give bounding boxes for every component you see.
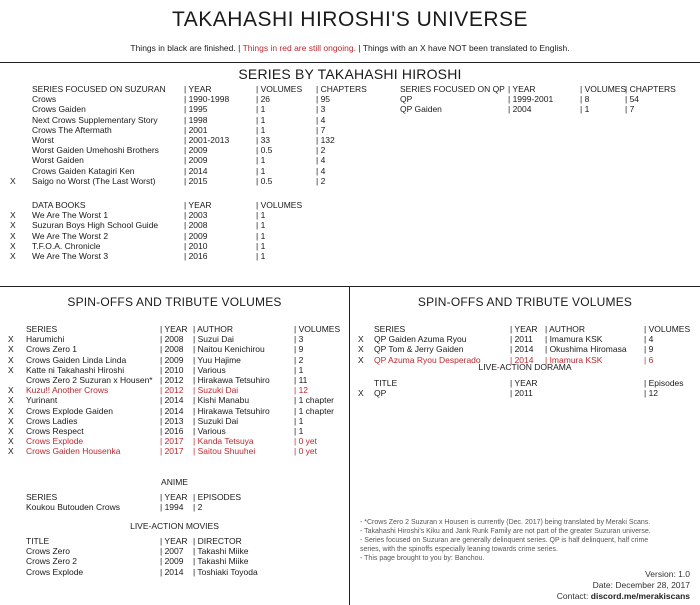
- footer-note: - Takahashi Hiroshi's Kiku and Jank Runk Family are not part of the greater Suzuran universe.: [360, 528, 651, 535]
- cell-volumes: | 1: [256, 104, 266, 115]
- cell-volumes: | 0.5: [256, 175, 273, 186]
- cell-volumes: | 11: [294, 374, 308, 385]
- cell-year: | 2003: [184, 210, 208, 221]
- col-header-chapters: | CHAPTERS: [625, 84, 676, 94]
- cell-author: | Hirakawa Tetsuhiro: [193, 374, 270, 385]
- movies-title: LIVE-ACTION MOVIES: [130, 521, 219, 531]
- cell-x: X: [10, 175, 16, 186]
- cell-author: | Yuu Hajime: [193, 354, 241, 365]
- cell-x: X: [358, 344, 364, 355]
- col-header-year: | YEAR: [160, 324, 188, 334]
- cell-volumes: | 1: [294, 364, 304, 375]
- table-row: [8, 344, 348, 354]
- col-header-year: | YEAR: [508, 84, 536, 94]
- cell-x: X: [8, 344, 14, 355]
- cell-author: | Imamura KSK: [545, 354, 603, 365]
- cell-year: | 2009: [184, 230, 208, 241]
- cell-name: Crows Explode: [26, 566, 84, 577]
- table-row: [10, 135, 370, 145]
- spinoffs-right-table: [358, 324, 698, 365]
- table-row: [8, 406, 348, 416]
- legend-finished: Things in black are finished.: [130, 43, 236, 53]
- cell-name: Harumichi: [26, 334, 65, 345]
- cell-year: | 1998: [184, 114, 208, 125]
- cell-x: X: [10, 240, 16, 251]
- cell-name: T.F.O.A. Chronicle: [32, 240, 101, 251]
- cell-x: X: [358, 388, 364, 399]
- cell-volumes: | 12: [294, 385, 309, 396]
- cell-volumes: | 4: [644, 334, 654, 345]
- cell-year: | 2017: [160, 446, 184, 457]
- cell-year: | 2009: [160, 354, 184, 365]
- cell-x: X: [8, 446, 14, 457]
- date-label: Date: December 28, 2017: [592, 580, 690, 590]
- cell-year: | 2010: [184, 240, 208, 251]
- col-header-series: SERIES: [374, 324, 406, 334]
- cell-author: | Kanda Tetsuya: [193, 436, 254, 447]
- table-row: [8, 385, 348, 395]
- cell-name: Crows Zero 2: [26, 556, 78, 567]
- divider-top: [0, 62, 700, 63]
- table-row: [10, 251, 370, 261]
- cell-year: | 2011: [510, 334, 533, 345]
- cell-name: QP Azuma Ryou Desperado: [374, 354, 481, 365]
- databooks-header-row: [10, 200, 370, 210]
- cell-chapters: | 3: [316, 104, 326, 115]
- cell-x: X: [8, 354, 14, 365]
- cell-name: Crows Explode: [26, 436, 84, 447]
- table-row: [358, 334, 698, 344]
- col-header-chapters: | CHAPTERS: [316, 84, 367, 94]
- cell-year: | 2012: [160, 374, 184, 385]
- cell-name: Koukou Butouden Crows: [26, 502, 121, 513]
- cell-name: We Are The Worst 2: [32, 230, 109, 241]
- col-header-title: TITLE: [26, 536, 50, 546]
- footer-note: - Series focused on Suzuran are generally delinquent series. QP is half delinquent, half crime: [360, 537, 649, 544]
- qp-header-row: [400, 84, 700, 94]
- cell-name: Crows Respect: [26, 425, 84, 436]
- footer-note: series, with the spinoffs especially leaning towards crime series.: [360, 546, 558, 553]
- cell-year: | 2014: [510, 344, 534, 355]
- col-header-series: SERIES: [26, 324, 58, 334]
- cell-name: We Are The Worst 1: [32, 210, 109, 221]
- cell-name: QP: [400, 94, 413, 105]
- cell-volumes: | 1: [256, 220, 266, 231]
- cell-year: | 1995: [184, 104, 208, 115]
- cell-volumes: | 1: [256, 124, 266, 135]
- table-row: [8, 375, 348, 385]
- legend-ongoing: Things in red are still ongoing.: [242, 43, 356, 53]
- cell-author: | Various: [193, 364, 226, 375]
- legend-untranslated: Things with an X have NOT been translated to English.: [362, 43, 570, 53]
- cell-year: | 1994: [160, 502, 184, 513]
- cell-volumes: | 26: [256, 94, 271, 105]
- table-row: [10, 220, 370, 230]
- cell-name: Yurinant: [26, 395, 58, 406]
- col-header-series: SERIES FOCUSED ON QP: [400, 84, 505, 94]
- col-header-episodes: | Episodes: [644, 378, 684, 388]
- cell-chapters: | 4: [316, 155, 326, 166]
- page-title: TAKAHASHI HIROSHI'S UNIVERSE: [171, 8, 529, 31]
- cell-year: | 2016: [184, 250, 208, 261]
- dorama-table: [358, 378, 698, 398]
- legend-sep: |: [358, 43, 361, 53]
- cell-volumes: | 33: [256, 134, 271, 145]
- table-row: [8, 334, 348, 344]
- table-row: [8, 355, 348, 365]
- cell-volumes: | 1: [256, 230, 266, 241]
- table-row: [8, 502, 348, 512]
- cell-x: X: [8, 364, 14, 375]
- color-legend: [0, 43, 700, 53]
- cell-name: We Are The Worst 3: [32, 250, 109, 261]
- table-row: [10, 176, 370, 186]
- cell-year: | 2004: [508, 104, 532, 115]
- cell-volumes: | 1: [580, 104, 590, 115]
- cell-name: Crows Zero: [26, 546, 70, 557]
- spinoffs-left-table: [8, 324, 348, 456]
- cell-name: Crows Zero 2 Suzuran x Housen*: [26, 374, 153, 385]
- col-header-year: | YEAR: [510, 378, 538, 388]
- cell-volumes: | 1: [256, 210, 266, 221]
- cell-name: Crows Gaiden Housenka: [26, 446, 121, 457]
- cell-volumes: | 9: [644, 344, 654, 355]
- table-row: [8, 556, 348, 566]
- version-label: Version: 1.0: [645, 569, 690, 579]
- cell-year: | 2009: [184, 155, 208, 166]
- cell-x: X: [10, 220, 16, 231]
- cell-volumes: | 3: [294, 334, 304, 345]
- cell-x: X: [8, 334, 14, 345]
- cell-episodes: | 2: [193, 502, 203, 513]
- anime-table: [8, 492, 348, 512]
- cell-chapters: | 4: [316, 165, 326, 176]
- spinoffs-left-title: SPIN-OFFS AND TRIBUTE VOLUMES: [67, 295, 282, 309]
- cell-year: | 2010: [160, 364, 184, 375]
- cell-volumes: | 1: [256, 250, 266, 261]
- col-header-author: | AUTHOR: [193, 324, 233, 334]
- cell-name: Suzuran Boys High School Guide: [32, 220, 159, 231]
- spinoffs-right-header-row: [358, 324, 698, 334]
- table-row: [10, 231, 370, 241]
- cell-name: Worst Gaiden: [32, 155, 84, 166]
- col-header-year: | YEAR: [160, 536, 188, 546]
- table-row: [10, 241, 370, 251]
- cell-name: Crows The Aftermath: [32, 124, 112, 135]
- table-row: [10, 94, 370, 104]
- dorama-header-row: [358, 378, 698, 388]
- cell-chapters: | 2: [316, 145, 326, 156]
- table-row: [10, 210, 370, 220]
- cell-name: Crows Gaiden Linda Linda: [26, 354, 127, 365]
- cell-name: Crows: [32, 94, 57, 105]
- cell-author: | Naitou Kenichirou: [193, 344, 265, 355]
- cell-name: QP Gaiden Azuma Ryou: [374, 334, 467, 345]
- cell-name: Katte ni Takahashi Hiroshi: [26, 364, 125, 375]
- cell-x: X: [10, 250, 16, 261]
- legend-sep: |: [238, 43, 241, 53]
- cell-episodes: | 12: [644, 388, 659, 399]
- databooks-table: [10, 200, 370, 261]
- col-header-year: | YEAR: [160, 492, 188, 502]
- contact-label: Contact:: [556, 591, 589, 601]
- cell-volumes: | 8: [580, 94, 590, 105]
- cell-year: | 1990-1998: [184, 94, 230, 105]
- dorama-title: LIVE-ACTION DORAMA: [478, 362, 572, 372]
- cell-name: QP Tom & Jerry Gaiden: [374, 344, 464, 355]
- table-row: [8, 365, 348, 375]
- col-header-volumes: | VOLUMES: [294, 324, 341, 334]
- cell-director: | Toshiaki Toyoda: [193, 566, 258, 577]
- cell-volumes: | 1: [256, 240, 266, 251]
- footer-note: - *Crows Zero 2 Suzuran x Housen is currently (Dec. 2017) being translated by Meraki Scans.: [360, 519, 651, 526]
- cell-year: | 2013: [160, 415, 184, 426]
- table-row: [400, 104, 700, 114]
- cell-name: Crows Gaiden Katagiri Ken: [32, 165, 135, 176]
- col-header-volumes: | VOLUMES: [256, 200, 303, 210]
- table-row: [8, 436, 348, 446]
- cell-year: | 2012: [160, 385, 184, 396]
- cell-chapters: | 54: [625, 94, 640, 105]
- cell-year: | 2017: [160, 436, 184, 447]
- cell-year: | 2008: [160, 344, 184, 355]
- cell-year: | 1999-2001: [508, 94, 554, 105]
- movies-table: [8, 536, 348, 577]
- cell-year: | 2009: [184, 145, 208, 156]
- cell-author: | Various: [193, 425, 226, 436]
- cell-year: | 2009: [160, 556, 184, 567]
- footer-note: - This page brought to you by: Banchou.: [360, 555, 485, 562]
- col-header-volumes: | VOLUMES: [644, 324, 691, 334]
- cell-x: X: [358, 334, 364, 345]
- cell-author: | Kishi Manabu: [193, 395, 250, 406]
- col-header-volumes: | VOLUMES: [256, 84, 303, 94]
- table-row: [8, 395, 348, 405]
- cell-chapters: | 2: [316, 175, 326, 186]
- table-row: [358, 388, 698, 398]
- cell-volumes: | 0 yet: [294, 446, 317, 457]
- col-header-year: | YEAR: [510, 324, 538, 334]
- cell-x: X: [10, 230, 16, 241]
- table-row: [8, 546, 348, 556]
- series-section-title: SERIES BY TAKAHASHI HIROSHI: [238, 66, 462, 82]
- cell-name: Kuzu!! Another Crows: [26, 385, 109, 396]
- cell-x: X: [8, 425, 14, 436]
- cell-director: | Takashi Miike: [193, 546, 249, 557]
- contact-link[interactable]: discord.me/merakiscans: [590, 591, 690, 601]
- col-header-series: SERIES: [26, 492, 58, 502]
- table-row: [400, 94, 700, 104]
- cell-name: Crows Ladies: [26, 415, 78, 426]
- col-header-series: DATA BOOKS: [32, 200, 86, 210]
- footer-notes: [360, 518, 695, 563]
- cell-volumes: | 1 chapter: [294, 395, 335, 406]
- cell-year: | 2008: [160, 334, 184, 345]
- cell-name: Crows Zero 1: [26, 344, 78, 355]
- cell-name: Worst: [32, 134, 55, 145]
- cell-year: | 2008: [184, 220, 208, 231]
- anime-header-row: [8, 492, 348, 502]
- col-header-year: | YEAR: [184, 200, 212, 210]
- cell-year: | 2011: [510, 388, 533, 399]
- table-row: [8, 446, 348, 456]
- cell-author: | Okushima Hiromasa: [545, 344, 627, 355]
- qp-table: [400, 84, 700, 115]
- table-row: [10, 145, 370, 155]
- cell-year: | 2014: [160, 405, 184, 416]
- divider-middle: [0, 286, 700, 287]
- cell-year: | 2015: [184, 175, 208, 186]
- anime-title: ANIME: [161, 477, 188, 487]
- cell-name: QP: [374, 388, 387, 399]
- table-row: [8, 567, 348, 577]
- cell-name: Crows Explode Gaiden: [26, 405, 113, 416]
- suzuran-header-row: [10, 84, 370, 94]
- cell-volumes: | 6: [644, 354, 654, 365]
- cell-year: | 2016: [160, 425, 184, 436]
- suzuran-table: [10, 84, 370, 186]
- cell-name: Worst Gaiden Umehoshi Brothers: [32, 145, 159, 156]
- cell-chapters: | 95: [316, 94, 331, 105]
- cell-chapters: | 7: [625, 104, 635, 115]
- col-header-volumes: | VOLUMES: [580, 84, 627, 94]
- cell-volumes: | 1: [294, 415, 304, 426]
- cell-year: | 2014: [184, 165, 208, 176]
- cell-name: Next Crows Supplementary Story: [32, 114, 158, 125]
- cell-volumes: | 1: [294, 425, 304, 436]
- cell-year: | 2014: [510, 354, 534, 365]
- col-header-series: SERIES FOCUSED ON SUZURAN: [32, 84, 166, 94]
- cell-x: X: [358, 354, 364, 365]
- cell-x: X: [10, 210, 16, 221]
- cell-author: | Suzuki Dai: [193, 385, 239, 396]
- cell-year: | 2007: [160, 546, 184, 557]
- table-row: [10, 125, 370, 135]
- cell-author: | Hirakawa Tetsuhiro: [193, 405, 270, 416]
- cell-chapters: | 7: [316, 124, 326, 135]
- cell-volumes: | 1: [256, 165, 266, 176]
- cell-author: | Suzuki Dai: [193, 415, 239, 426]
- cell-volumes: | 9: [294, 344, 304, 355]
- divider-vertical: [349, 286, 350, 605]
- cell-volumes: | 0 yet: [294, 436, 317, 447]
- cell-volumes: | 1 chapter: [294, 405, 335, 416]
- cell-volumes: | 0.5: [256, 145, 273, 156]
- table-row: [358, 344, 698, 354]
- col-header-episodes: | EPISODES: [193, 492, 242, 502]
- cell-volumes: | 2: [294, 354, 304, 365]
- cell-name: QP Gaiden: [400, 104, 442, 115]
- cell-director: | Takashi Miike: [193, 556, 249, 567]
- table-row: [10, 104, 370, 114]
- cell-x: X: [8, 385, 14, 396]
- spinoffs-right-title: SPIN-OFFS AND TRIBUTE VOLUMES: [417, 295, 633, 309]
- cell-author: | Suzui Dai: [193, 334, 234, 345]
- cell-x: X: [8, 415, 14, 426]
- cell-author: | Imamura KSK: [545, 334, 603, 345]
- cell-volumes: | 1: [256, 155, 266, 166]
- table-row: [10, 115, 370, 125]
- col-header-author: | AUTHOR: [545, 324, 585, 334]
- cell-chapters: | 4: [316, 114, 326, 125]
- cell-year: | 2001: [184, 124, 208, 135]
- cell-x: X: [8, 436, 14, 447]
- col-header-director: | DIRECTOR: [193, 536, 242, 546]
- movies-header-row: [8, 536, 348, 546]
- table-row: [10, 166, 370, 176]
- cell-year: | 2001-2013: [184, 134, 230, 145]
- col-header-title: TITLE: [374, 378, 398, 388]
- spinoffs-left-header-row: [8, 324, 348, 334]
- cell-volumes: | 1: [256, 114, 266, 125]
- cell-year: | 2014: [160, 395, 184, 406]
- cell-x: X: [8, 405, 14, 416]
- cell-chapters: | 132: [316, 134, 335, 145]
- cell-name: Crows Gaiden: [32, 104, 86, 115]
- table-row: [8, 416, 348, 426]
- table-row: [10, 155, 370, 165]
- cell-x: X: [8, 395, 14, 406]
- contact-line: [557, 591, 690, 601]
- cell-year: | 2014: [160, 566, 184, 577]
- col-header-year: | YEAR: [184, 84, 212, 94]
- table-row: [8, 426, 348, 436]
- cell-name: Saigo no Worst (The Last Worst): [32, 175, 156, 186]
- cell-author: | Saitou Shuuhei: [193, 446, 256, 457]
